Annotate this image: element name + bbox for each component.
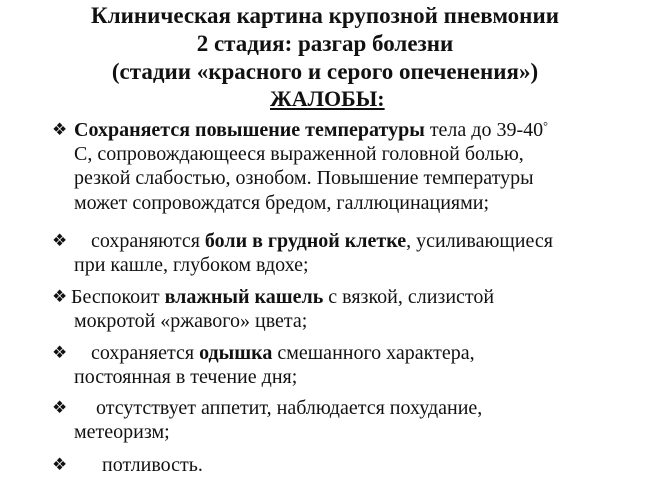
- bullet-icon: ❖: [52, 455, 68, 474]
- bullet-icon: ❖: [52, 231, 68, 250]
- text: , усиливающиеся: [406, 230, 553, 252]
- list-item-line: [91, 342, 475, 365]
- bullet-icon: ❖: [52, 287, 68, 306]
- title-line-3: (стадии «красного и серого опеченения»): [111, 59, 539, 84]
- bullet-icon: ❖: [52, 120, 68, 139]
- list-item-line: [91, 230, 553, 253]
- list-item-line: [74, 119, 548, 142]
- title-line-2: 2 стадия: разгар болезни: [196, 31, 454, 56]
- text: с вязкой, слизистой: [323, 286, 495, 308]
- degree-sign: °: [543, 119, 548, 133]
- text: смешанного характера,: [272, 342, 475, 364]
- bold-text: Сохраняется повышение температуры: [74, 119, 425, 141]
- bold-text: одышка: [199, 342, 273, 364]
- bold-text: влажный кашель: [164, 286, 324, 308]
- list-item-line: постоянная в течение дня;: [74, 366, 298, 388]
- list-item-line: отсутствует аппетит, наблюдается похудание,: [96, 397, 483, 419]
- list-item-line: [71, 286, 494, 309]
- text: тела до 39-40: [424, 119, 544, 141]
- title-line-1: Клиническая картина крупозной пневмонии: [91, 3, 559, 28]
- list-item-line: метеоризм;: [74, 421, 170, 443]
- bullet-icon: ❖: [52, 398, 68, 417]
- text: Беспокоит: [71, 286, 165, 308]
- list-item-line: потливость.: [102, 454, 203, 476]
- list-item-line: С, сопровождающееся выраженной головной болью,: [74, 143, 524, 165]
- text: сохраняется: [91, 342, 200, 364]
- list-item-line: мокротой «ржавого» цвета;: [74, 310, 308, 332]
- list-item-line: может сопровождатся бредом, галлюцинациями;: [74, 192, 490, 214]
- list-item-line: при кашле, глубоком вдохе;: [74, 254, 309, 276]
- complaints-heading: ЖАЛОБЫ:: [270, 86, 385, 111]
- bullet-icon: ❖: [52, 343, 68, 362]
- text: сохраняются: [91, 230, 205, 252]
- bold-text: боли в грудной клетке: [204, 230, 407, 252]
- list-item-line: резкой слабостью, ознобом. Повышение температуры: [74, 167, 534, 189]
